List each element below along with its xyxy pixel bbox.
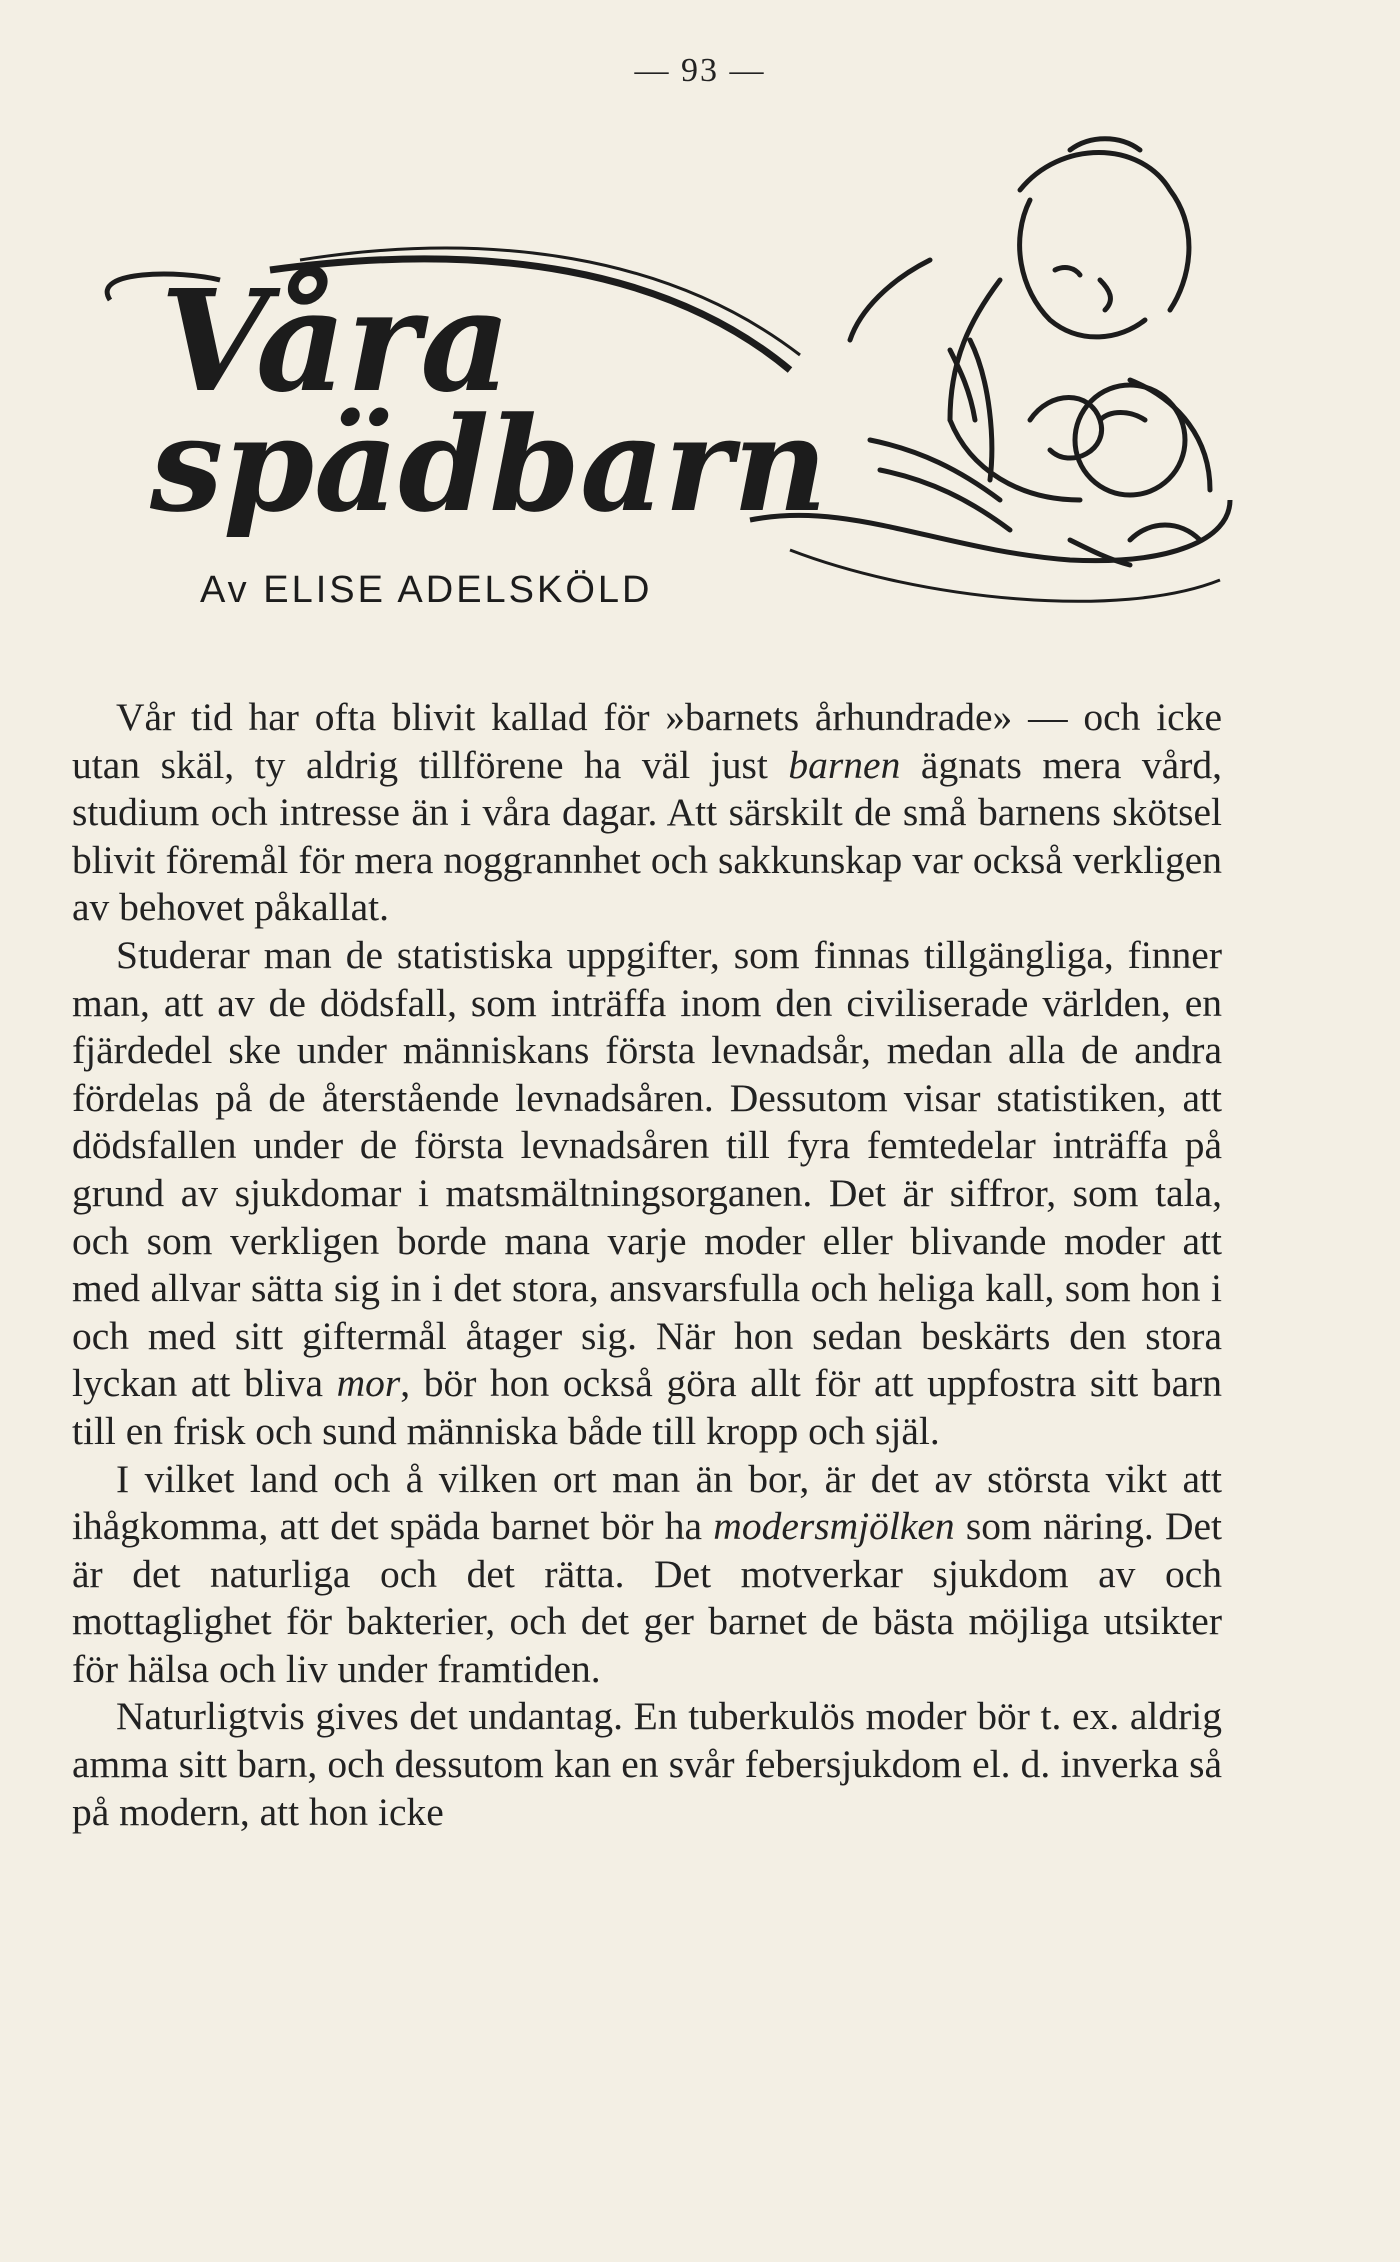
mother-breastfeeding-illustration bbox=[850, 139, 1210, 565]
paragraph-text: I vilket land och å vilken ort man än bor, är det av största vikt att ihågkomma, att det späda barnet bör ha bbox=[72, 1456, 1222, 1549]
page-number: — 93 — bbox=[634, 52, 766, 89]
article-byline: Av ELISE ADELSKÖLD bbox=[200, 569, 653, 611]
article-paragraph bbox=[72, 1456, 1222, 1694]
paragraph-text: Vår tid har ofta blivit kallad för »barnets århundrade» — och icke utan skäl, ty aldrig tillförene ha väl just bbox=[72, 695, 1222, 787]
paragraph-text: , bör hon också göra allt för att uppfostra sitt barn till en frisk och sund människa både till kropp och själ. bbox=[72, 1361, 1223, 1453]
emphasized-word: mor bbox=[336, 1361, 401, 1406]
paragraph-text: ägnats mera vård, studium och intresse än i våra dagar. Att särskilt de små barnens skötsel blivit föremål för mera noggrannhet och sakkunskap var också verkligen av behovet påkallat. bbox=[72, 742, 1222, 930]
article-title-line1: Våra bbox=[160, 260, 511, 424]
article-title-line2: spädbarn bbox=[150, 388, 828, 541]
article-paragraph bbox=[72, 932, 1222, 1456]
article-paragraph bbox=[72, 1693, 1222, 1836]
emphasized-word: barnen bbox=[788, 742, 901, 787]
article-paragraph bbox=[72, 694, 1222, 932]
paragraph-text: Studerar man de statistiska uppgifter, som finnas tillgängliga, finner man, att av de dödsfall, som inträffa inom den civiliserade världen, en fjärdedel ske under människans första levnadsår, medan alla de andra fördelas på de återstående levnadsåren. Dessutom visar statistiken, att dödsfallen under de första levnadsåren till fyra femtedelar inträffa på grund av sjukdomar i matsmältningsorganen. Det är siffror, som tala, och som verkligen borde mana varje moder eller blivande moder att med allvar sätta sig in i det stora, ansvarsfulla och heliga kall, som hon i och med sitt giftermål åtager sig. När hon sedan beskärts den stora lyckan att bliva bbox=[72, 932, 1222, 1406]
article-body bbox=[72, 694, 1222, 1836]
paragraph-text: Naturligtvis gives det undantag. En tuberkulös moder bör t. ex. aldrig amma sitt barn, och dessutom kan en svår febersjukdom el. d. inverka så på modern, att hon icke bbox=[72, 1694, 1222, 1834]
emphasized-word: modersmjölken bbox=[713, 1504, 955, 1549]
article-header-art bbox=[70, 120, 1300, 640]
paragraph-text: som näring. Det är det naturliga och det rätta. Det motverkar sjukdom av och mottaglighet för bakterier, och det ger barnet de bästa möjliga utsikter för hälsa och liv under framtiden. bbox=[72, 1504, 1222, 1691]
